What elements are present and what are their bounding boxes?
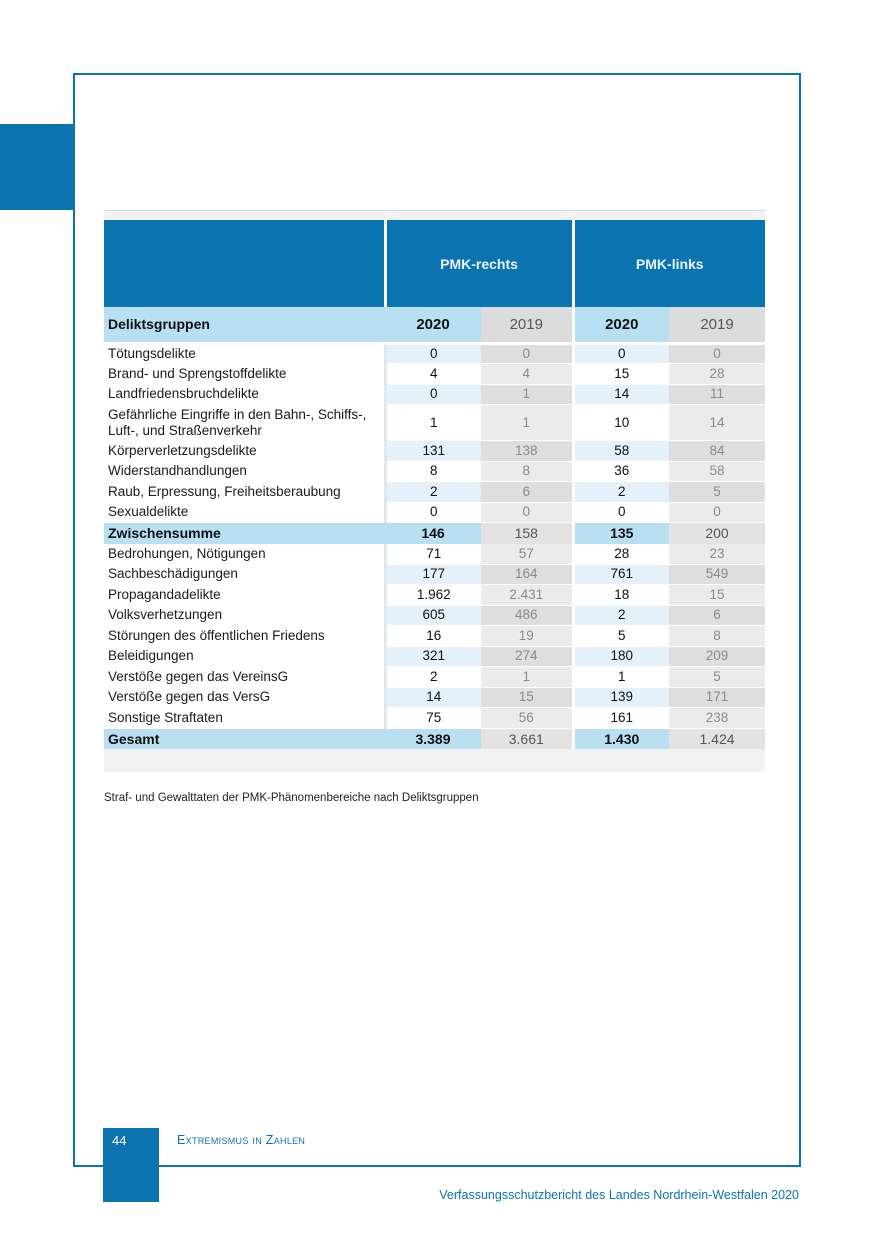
row-label: Gesamt [104,728,385,749]
table-caption: Straf- und Gewalttaten der PMK-Phänomenbereiche nach Deliktsgruppen [104,792,479,804]
value-cell-r2020: 146 [385,523,481,544]
value-cell-l2019: 5 [669,667,765,688]
value-cell-r2020: 75 [385,708,481,729]
value-cell-r2020: 4 [385,364,481,385]
value-cell-l2020: 15 [573,364,669,385]
value-cell-l2019: 6 [669,605,765,626]
value-cell-r2019: 164 [481,564,573,585]
value-cell-l2019: 15 [669,585,765,606]
table-row [104,343,765,364]
value-cell-r2020: 3.389 [385,728,481,749]
value-cell-l2019: 14 [669,405,765,441]
publication-title: Verfassungsschutzbericht des Landes Nordrhein-Westfalen 2020 [439,1188,799,1202]
table-row [104,544,765,565]
value-cell-l2020: 180 [573,646,669,667]
value-cell-r2019: 1 [481,384,573,405]
row-label: Störungen des öffentlichen Friedens [104,626,385,647]
value-cell-l2020: 36 [573,461,669,482]
row-label: Sexualdelikte [104,502,385,523]
year-header-rechts-2020: 2020 [385,307,481,343]
table-row [104,564,765,585]
value-cell-l2020: 0 [573,502,669,523]
value-cell-l2019: 58 [669,461,765,482]
year-header-links-2020: 2020 [573,307,669,343]
row-label: Beleidigungen [104,646,385,667]
row-label: Raub, Erpressung, Freiheitsberaubung [104,482,385,503]
value-cell-l2020: 18 [573,585,669,606]
table-row [104,626,765,647]
value-cell-r2019: 3.661 [481,728,573,749]
value-cell-l2019: 8 [669,626,765,647]
value-cell-r2020: 605 [385,605,481,626]
value-cell-r2019: 0 [481,502,573,523]
value-cell-l2019: 200 [669,523,765,544]
row-label: Landfriedensbruchdelikte [104,384,385,405]
table-row [104,364,765,385]
row-label: Bedrohungen, Nötigungen [104,544,385,565]
value-cell-r2020: 2 [385,667,481,688]
value-cell-l2020: 5 [573,626,669,647]
value-cell-l2019: 23 [669,544,765,565]
value-cell-l2019: 171 [669,687,765,708]
value-cell-l2019: 0 [669,502,765,523]
value-cell-l2020: 761 [573,564,669,585]
value-cell-l2019: 209 [669,646,765,667]
value-cell-l2020: 1 [573,667,669,688]
table-row [104,667,765,688]
value-cell-r2020: 131 [385,441,481,462]
value-cell-r2019: 15 [481,687,573,708]
value-cell-r2019: 57 [481,544,573,565]
value-cell-r2020: 177 [385,564,481,585]
row-header-deliktsgruppen: Deliktsgruppen [104,307,385,343]
value-cell-r2020: 1 [385,405,481,441]
value-cell-l2019: 5 [669,482,765,503]
row-label: Widerstandhandlungen [104,461,385,482]
row-label: Sonstige Straftaten [104,708,385,729]
value-cell-r2019: 158 [481,523,573,544]
table-row [104,708,765,729]
group-header-pmk-rechts: PMK-rechts [385,220,573,307]
side-color-tab [0,124,75,210]
value-cell-l2020: 10 [573,405,669,441]
year-header-row [104,307,765,343]
year-header-rechts-2019: 2019 [481,307,573,343]
value-cell-r2020: 2 [385,482,481,503]
header-blank-cell [104,220,385,307]
value-cell-r2020: 71 [385,544,481,565]
value-cell-l2019: 238 [669,708,765,729]
group-header-row [104,220,765,307]
value-cell-l2020: 14 [573,384,669,405]
value-cell-l2019: 0 [669,343,765,364]
value-cell-r2020: 321 [385,646,481,667]
statistics-table-panel [104,210,765,772]
value-cell-r2019: 274 [481,646,573,667]
row-label: Volksverhetzungen [104,605,385,626]
table-row [104,585,765,606]
value-cell-r2019: 6 [481,482,573,503]
value-cell-r2020: 14 [385,687,481,708]
value-cell-r2019: 8 [481,461,573,482]
value-cell-r2020: 0 [385,384,481,405]
value-cell-r2019: 19 [481,626,573,647]
row-label: Brand- und Sprengstoffdelikte [104,364,385,385]
group-header-pmk-links: PMK-links [573,220,765,307]
value-cell-l2019: 28 [669,364,765,385]
value-cell-r2020: 8 [385,461,481,482]
section-title: Extremismus in Zahlen [177,1133,306,1147]
value-cell-r2019: 0 [481,343,573,364]
row-label: Sachbeschädigungen [104,564,385,585]
page-number: 44 [112,1133,127,1148]
value-cell-l2020: 135 [573,523,669,544]
row-label: Verstöße gegen das VereinsG [104,667,385,688]
value-cell-l2019: 1.424 [669,728,765,749]
value-cell-l2020: 161 [573,708,669,729]
row-label: Gefährliche Eingriffe in den Bahn-, Schiffs-, Luft-, und Straßenverkehr [104,405,385,441]
row-label: Propagandadelikte [104,585,385,606]
summary-row [104,523,765,544]
value-cell-r2020: 16 [385,626,481,647]
table-row [104,384,765,405]
value-cell-r2019: 1 [481,405,573,441]
value-cell-r2019: 4 [481,364,573,385]
row-label: Körperverletzungsdelikte [104,441,385,462]
value-cell-l2019: 11 [669,384,765,405]
value-cell-l2020: 1.430 [573,728,669,749]
value-cell-l2020: 0 [573,343,669,364]
value-cell-r2020: 0 [385,502,481,523]
row-label: Zwischensumme [104,523,385,544]
value-cell-l2019: 84 [669,441,765,462]
value-cell-r2019: 56 [481,708,573,729]
value-cell-r2019: 2.431 [481,585,573,606]
value-cell-r2019: 1 [481,667,573,688]
table-row [104,482,765,503]
value-cell-r2020: 1.962 [385,585,481,606]
value-cell-r2019: 486 [481,605,573,626]
row-label: Tötungsdelikte [104,343,385,364]
value-cell-l2020: 28 [573,544,669,565]
statistics-table [104,220,765,749]
year-header-links-2019: 2019 [669,307,765,343]
table-row [104,687,765,708]
table-row [104,461,765,482]
table-row [104,441,765,462]
value-cell-l2019: 549 [669,564,765,585]
value-cell-l2020: 58 [573,441,669,462]
value-cell-l2020: 2 [573,605,669,626]
row-label: Verstöße gegen das VersG [104,687,385,708]
value-cell-l2020: 139 [573,687,669,708]
table-row [104,646,765,667]
value-cell-r2020: 0 [385,343,481,364]
table-row [104,405,765,441]
summary-row [104,728,765,749]
value-cell-l2020: 2 [573,482,669,503]
table-row [104,605,765,626]
table-row [104,502,765,523]
value-cell-r2019: 138 [481,441,573,462]
